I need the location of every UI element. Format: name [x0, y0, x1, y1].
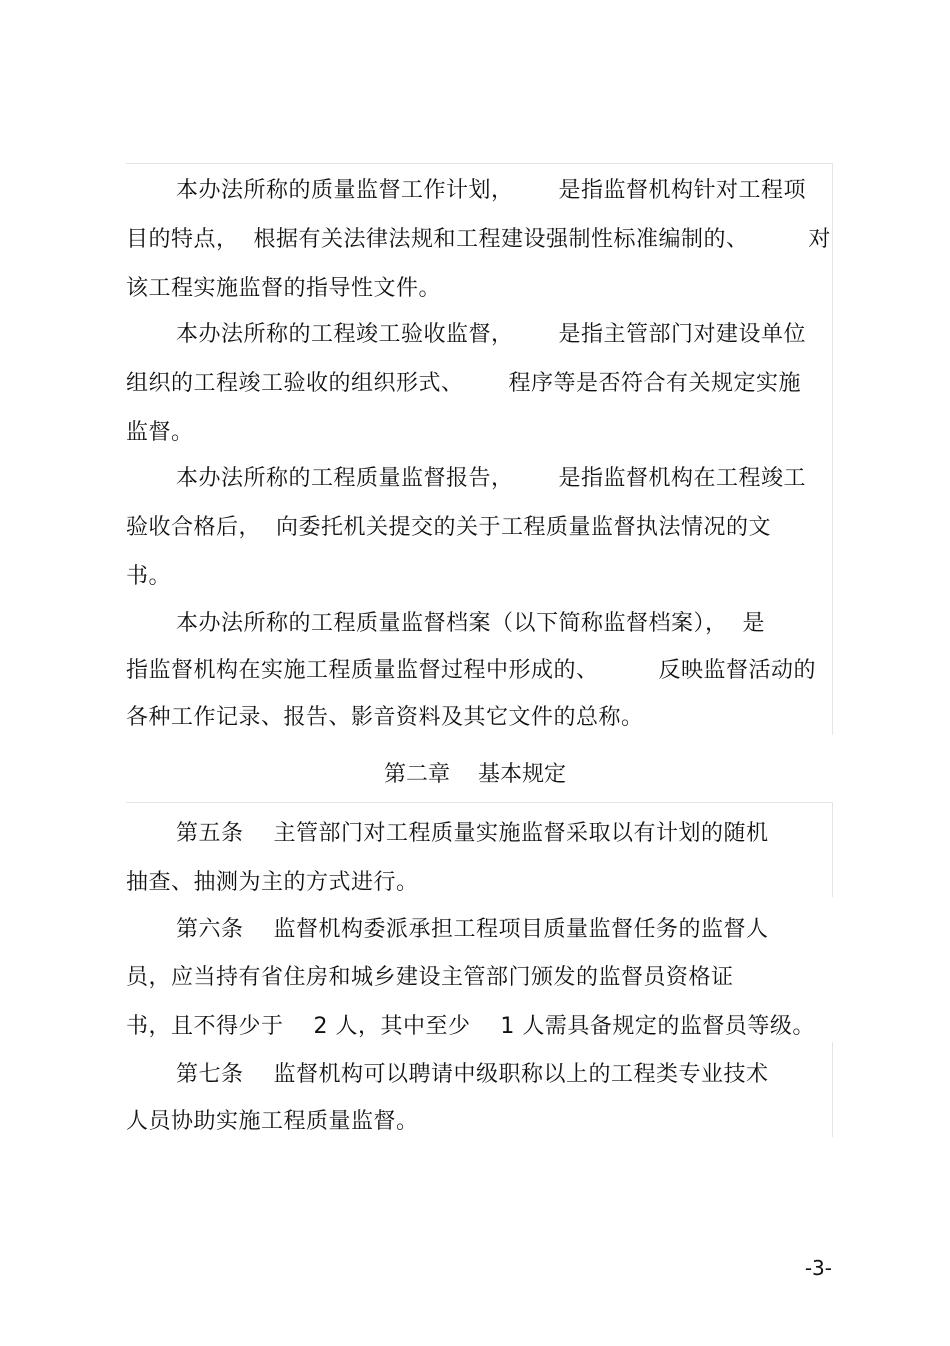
- scan-rule-top-2: [126, 802, 832, 803]
- text-line: 第六条 监督机构委派承担工程项目质量监督任务的监督人: [176, 917, 769, 942]
- text-line: 本办法所称的工程质量监督报告， 是指监督机构在工程竣工: [176, 466, 806, 491]
- scan-rule-right-3: [832, 1042, 833, 1137]
- text-line: 指监督机构在实施工程质量监督过程中形成的、 反映监督活动的: [126, 658, 816, 683]
- text-line: 各种工作记录、报告、影音资料及其它文件的总称。: [126, 705, 644, 730]
- scan-rule-right-1: [832, 163, 833, 735]
- text-line: 本办法所称的质量监督工作计划， 是指监督机构针对工程项: [176, 178, 806, 203]
- scan-rule-right-2: [832, 802, 833, 897]
- text-line: 书，且不得少于 2 人，其中至少 1 人需具备规定的监督员等级。: [126, 1014, 815, 1039]
- text-line: 抽查、抽测为主的方式进行。: [126, 870, 419, 895]
- chapter-heading: 第二章 基本规定: [384, 762, 566, 787]
- text-line: 书。: [126, 564, 172, 589]
- text-line: 本办法所称的工程竣工验收监督， 是指主管部门对建设单位: [176, 322, 806, 347]
- text-line: 员，应当持有省住房和城乡建设主管部门颁发的监督员资格证: [126, 965, 734, 990]
- text-line: 本办法所称的工程质量监督档案（以下简称监督档案）， 是: [176, 611, 765, 636]
- text-line: 第五条 主管部门对工程质量实施监督采取以有计划的随机: [176, 821, 769, 846]
- text-line: 第七条 监督机构可以聘请中级职称以上的工程类专业技术: [176, 1062, 769, 1087]
- scan-rule-top-1: [126, 163, 832, 164]
- text-line: 人员协助实施工程质量监督。: [126, 1109, 419, 1134]
- text-line: 目的特点， 根据有关法律法规和工程建设强制性标准编制的、 对: [126, 227, 831, 252]
- text-line: 验收合格后， 向委托机关提交的关于工程质量监督执法情况的文: [126, 515, 771, 540]
- text-line: 组织的工程竣工验收的组织形式、 程序等是否符合有关规定实施: [126, 371, 801, 396]
- text-line: 监督。: [126, 420, 194, 445]
- page-number: -3-: [804, 1256, 832, 1280]
- text-line: 该工程实施监督的指导性文件。: [126, 276, 442, 301]
